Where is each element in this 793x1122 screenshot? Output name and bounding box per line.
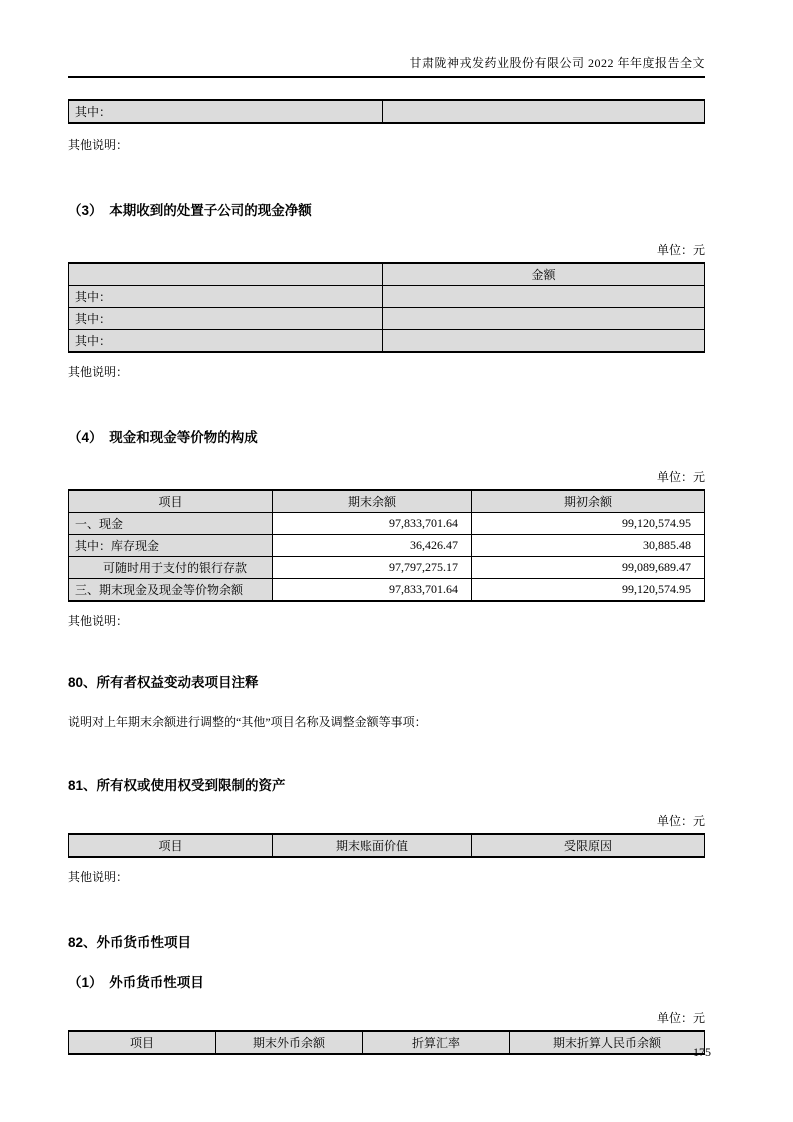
table-cell-value — [383, 100, 705, 123]
table-header-row — [69, 490, 705, 513]
table-cell-opening-balance: 99,120,574.95 — [472, 513, 705, 535]
table-cell-opening-balance: 99,120,574.95 — [472, 579, 705, 602]
table-header-cell: 期末余额 — [273, 490, 472, 513]
section4-heading: （4） 现金和现金等价物的构成 — [68, 430, 258, 445]
table-cell-closing-balance: 36,426.47 — [273, 535, 472, 557]
table-cell-value — [383, 330, 705, 353]
table-header-cell: 受限原因 — [472, 834, 705, 857]
table-header-cell: 项目 — [69, 834, 273, 857]
section82-heading: 82、外币货币性项目 — [68, 935, 192, 950]
table-header-cell: 期末账面价值 — [273, 834, 472, 857]
table-header-cell: 金额 — [383, 263, 705, 286]
foreign-currency-table — [68, 1030, 705, 1055]
section82-sub-heading: （1） 外币货币性项目 — [68, 975, 204, 990]
table-row — [69, 579, 705, 602]
table-cell-value — [383, 308, 705, 330]
table-cell-item: 可随时用于支付的银行存款 — [69, 557, 273, 579]
table-header-cell: 项目 — [69, 490, 273, 513]
table-cell-opening-balance: 99,089,689.47 — [472, 557, 705, 579]
other-note: 其他说明： — [68, 365, 129, 379]
page-number: 175 — [693, 1045, 711, 1059]
section3-heading: （3） 本期收到的处置子公司的现金净额 — [68, 203, 312, 218]
other-note: 其他说明： — [68, 138, 129, 152]
table-row — [69, 330, 705, 353]
disposal-subsidiary-cash-table — [68, 262, 705, 353]
table-header-row — [69, 263, 705, 286]
table-row — [69, 286, 705, 308]
table-row — [69, 557, 705, 579]
table-header-cell: 期末折算人民币余额 — [510, 1031, 705, 1054]
other-note: 其他说明： — [68, 614, 129, 628]
table-header-cell: 折算汇率 — [363, 1031, 510, 1054]
table-header-cell — [69, 263, 383, 286]
report-header-title: 甘肃陇神戎发药业股份有限公司 2022 年年度报告全文 — [68, 54, 705, 78]
table-cell-item: 三、期末现金及现金等价物余额 — [69, 579, 273, 602]
table-row — [69, 100, 705, 123]
table-header-cell: 项目 — [69, 1031, 216, 1054]
unit-label: 单位：元 — [656, 814, 705, 828]
cash-equivalents-table — [68, 489, 705, 602]
table-row — [69, 513, 705, 535]
table-header-cell: 期末外币余额 — [216, 1031, 363, 1054]
table-header-cell: 期初余额 — [472, 490, 705, 513]
unit-label: 单位：元 — [656, 243, 705, 257]
table-row — [69, 308, 705, 330]
table-row — [69, 535, 705, 557]
table-header-row — [69, 834, 705, 857]
section81-heading: 81、所有权或使用权受到限制的资产 — [68, 778, 286, 793]
table-cell-label: 其中： — [69, 286, 383, 308]
other-note: 其他说明： — [68, 870, 129, 884]
table-cell-value — [383, 286, 705, 308]
restricted-assets-table — [68, 833, 705, 858]
table-cell-label: 其中： — [69, 100, 383, 123]
continuation-table — [68, 99, 705, 124]
table-cell-opening-balance: 30,885.48 — [472, 535, 705, 557]
table-cell-closing-balance: 97,833,701.64 — [273, 579, 472, 602]
unit-label: 单位：元 — [656, 470, 705, 484]
section80-heading: 80、所有者权益变动表项目注释 — [68, 675, 259, 690]
table-cell-item: 一、现金 — [69, 513, 273, 535]
table-cell-label: 其中： — [69, 308, 383, 330]
table-cell-label: 其中： — [69, 330, 383, 353]
unit-label: 单位：元 — [656, 1011, 705, 1025]
table-header-row — [69, 1031, 705, 1054]
table-cell-closing-balance: 97,833,701.64 — [273, 513, 472, 535]
section80-note: 说明对上年期末余额进行调整的“其他”项目名称及调整金额等事项： — [68, 715, 427, 729]
table-cell-item: 其中：库存现金 — [69, 535, 273, 557]
table-cell-closing-balance: 97,797,275.17 — [273, 557, 472, 579]
